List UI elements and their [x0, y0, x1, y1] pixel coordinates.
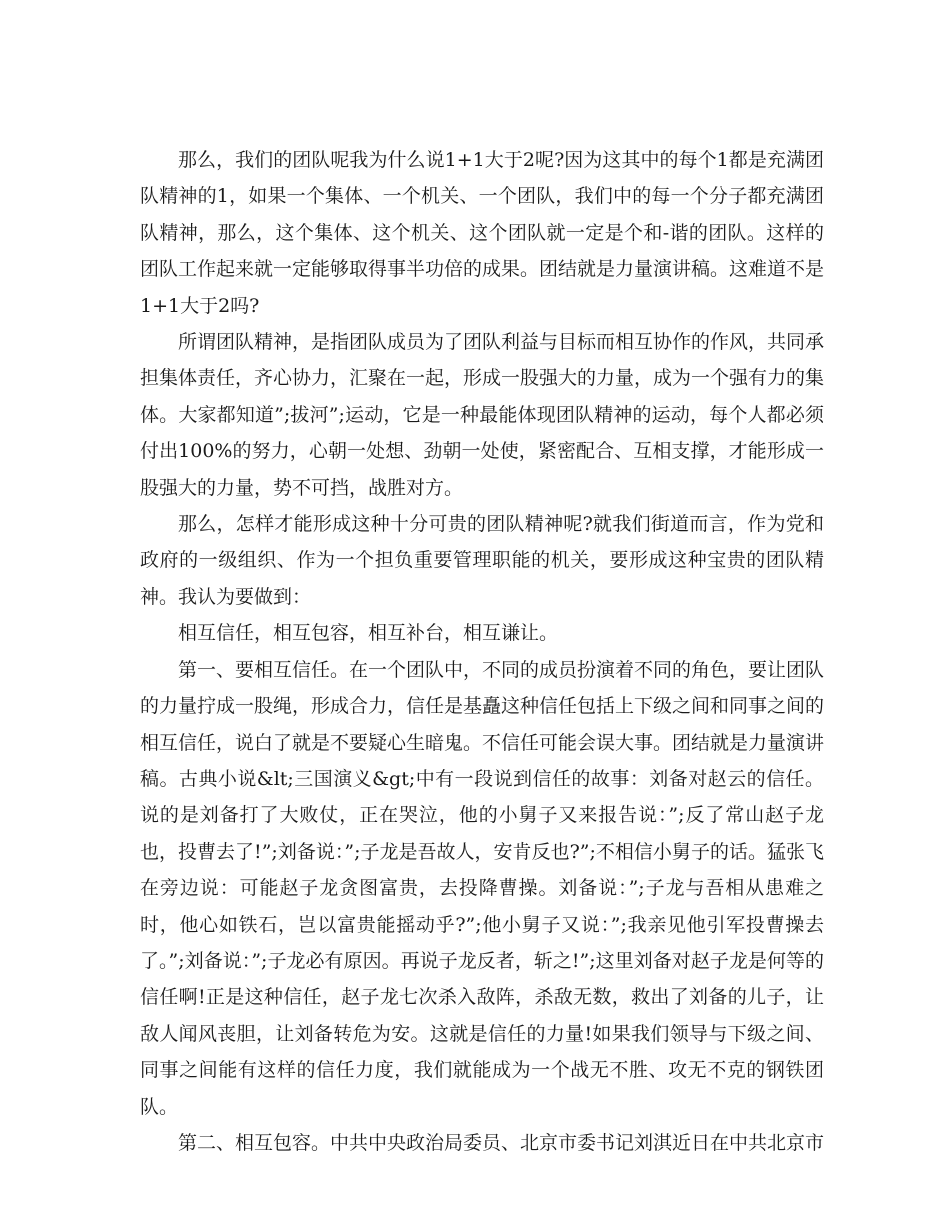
document-body: [140, 142, 824, 1161]
paragraph-3: 那么，怎样才能形成这种十分可贵的团队精神呢?就我们街道而言，作为党和政府的一级组织、作为一个担负重要管理职能的机关，要形成这种宝贵的团队精神。我认为要做到：: [140, 513, 824, 608]
paragraph-1: 那么，我们的团队呢我为什么说1+1大于2呢?因为这其中的每个1都是充满团队精神的1，如果一个集体、一个机关、一个团队，我们中的每一个分子都充满团队精神，那么，这个集体、这个机关、这个团队就一定是个和-谐的团队。这样的团队工作起来就一定能够取得事半功倍的成果。团结就是力量演讲稿。这难道不是1+1大于2吗?: [140, 149, 825, 317]
paragraph-5: 第一、要相互信任。在一个团队中，不同的成员扮演着不同的角色，要让团队的力量拧成一股绳，形成合力，信任是基矗这种信任包括上下级之间和同事之间的相互信任，说白了就是不要疑心生暗鬼。不信任可能会误大事。团结就是力量演讲稿。古典小说&lt;三国演义&gt;中有一段说到信任的故事：刘备对赵云的信任。说的是刘备打了大败仗，正在哭泣，他的小舅子又来报告说：”;反了常山赵子龙也，投曹去了!”;刘备说：”;子龙是吾故人，安肯反也?”;不相信小舅子的话。猛张飞在旁边说：可能赵子龙贪图富贵，去投降曹操。刘备说：”;子龙与吾相从患难之时，他心如铁石，岂以富贵能摇动乎?”;他小舅子又说：”;我亲见他引军投曹操去了。”;刘备说：”;子龙必有原因。再说子龙反者，斩之!”;这里刘备对赵子龙是何等的信任啊!正是这种信任，赵子龙七次杀入敌阵，杀敌无数，救出了刘备的儿子，让敌人闻风丧胆，让刘备转危为安。这就是信任的力量!如果我们领导与下级之间、同事之间能有这样的信任力度，我们就能成为一个战无不胜、攻无不克的钢铁团队。: [140, 658, 825, 1118]
paragraph-4: 相互信任，相互包容，相互补台，相互谦让。: [178, 622, 559, 645]
paragraph-6: 第二、相互包容。中共中央政治局委员、北京市委书记刘淇近日在中共北京市: [178, 1131, 825, 1154]
paragraph-2: 所谓团队精神，是指团队成员为了团队利益与目标而相互协作的作风，共同承担集体责任，齐心协力，汇聚在一起，形成一股强大的力量，成为一个强有力的集体。大家都知道”;拔河”;运动，它是一种最能体现团队精神的运动，每个人都必须付出100%的努力，心朝一处想、劲朝一处使，紧密配合、互相支撑，才能形成一股强大的力量，势不可挡，战胜对方。: [140, 331, 825, 499]
